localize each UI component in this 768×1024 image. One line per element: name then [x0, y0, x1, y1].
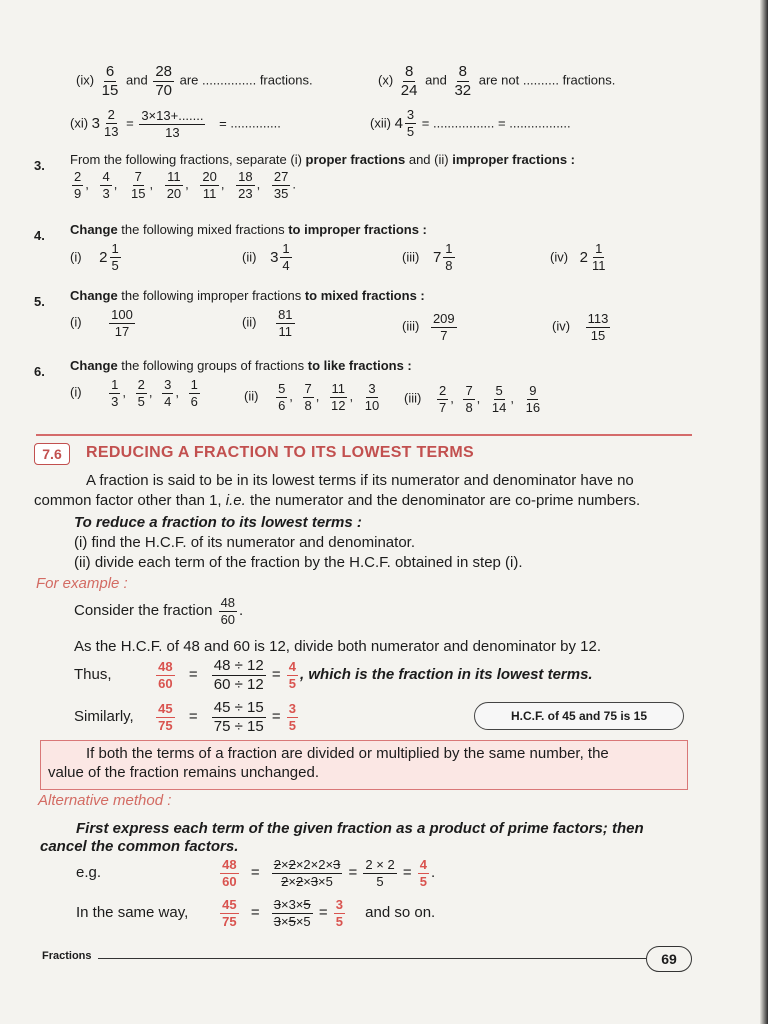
exercise-xii	[370, 108, 571, 138]
q5-item-iii: (iii) $\frac{209}{7}$	[402, 311, 455, 343]
exercise-xi	[70, 108, 281, 139]
footer-rule	[98, 958, 646, 959]
exercise-ix	[76, 64, 313, 99]
q4-item-iii: (iii) 7 $\frac{1}{8}$	[402, 241, 453, 273]
step-1: (i) find the H.C.F. of its numerator and denominator.	[74, 534, 415, 551]
fraction: $\frac{6}{15}$	[101, 63, 119, 99]
paragraph-line: A fraction is said to be in its lowest terms if its numerator and denominator have no	[86, 472, 634, 489]
fraction: $\frac{3\times 13+.......}{13}$	[141, 108, 204, 140]
item-label: (x)	[378, 72, 394, 88]
step-2: (ii) divide each term of the fraction by the H.C.F. obtained in step (i).	[74, 554, 523, 571]
question-6-text: Change the following groups of fractions to like fractions :	[70, 358, 412, 373]
same-way-line: In the same way, $\frac{45}{75}$ = $\frac{3\times 3\times 5}{3\times 5\times 5}$ = $\frac{3}{5}$ and so on.	[76, 897, 436, 929]
thus-line: Thus, $\frac{48}{60}$ = $\frac{48 \div 12}{60 \div 12}$ = $\frac{4}{5}$ , which is the fraction in its lowest terms.	[74, 657, 593, 693]
fraction: $\frac{8}{32}$	[454, 63, 472, 99]
section-divider	[36, 434, 692, 436]
fraction: $\frac{7}{15}$	[130, 169, 146, 201]
fraction: $\frac{20}{11}$	[202, 169, 217, 201]
q6-group-i: (i) $\frac{1}{3}$ , $\frac{2}{5}$ , $\frac{3}{4}$ , $\frac{1}{6}$	[70, 377, 198, 409]
equals: =	[421, 115, 430, 131]
question-3-fractions: $\frac{2}{9}$ , $\frac{4}{3}$ , $\frac{7}{15}$ , $\frac{11}{20}$ , $\frac{20}{11}$ , $\frac{18}{23}$ , $\frac{27}{35}$ .	[74, 169, 296, 201]
chapter-name: Fractions	[42, 950, 92, 962]
mixed-fraction: 4 $\frac{3}{5}$	[394, 107, 415, 139]
consider-line: Consider the fraction $\frac{48}{60}$ .	[74, 595, 244, 627]
similarly-line: Similarly, $\frac{45}{75}$ = $\frac{45 \div 15}{75 \div 15}$ = $\frac{3}{5}$	[74, 699, 297, 735]
question-3-text: From the following fractions, separate (i) proper fractions and (ii) improper fractions :	[70, 152, 575, 167]
q4-item-i: (i) 2 $\frac{1}{5}$	[70, 241, 119, 273]
fraction: $\frac{4}{3}$	[102, 169, 110, 201]
hcf-line: As the H.C.F. of 48 and 60 is 12, divide both numerator and denominator by 12.	[74, 638, 601, 655]
alt-line: First express each term of the given fraction as a product of prime factors; then	[76, 820, 644, 837]
q4-item-iv: (iv) 2 $\frac{1}{11}$	[550, 241, 606, 273]
page-number: 69	[646, 946, 692, 972]
note-line: value of the fraction remains unchanged.	[48, 764, 320, 781]
hcf-callout: H.C.F. of 45 and 75 is 15	[474, 702, 684, 730]
item-label: (xi)	[70, 115, 89, 131]
q6-group-iii: (iii) $\frac{2}{7}$ , $\frac{7}{8}$ , $\frac{5}{14}$ , $\frac{9}{16}$	[404, 383, 541, 415]
q5-item-ii: (ii) $\frac{81}{11}$	[242, 307, 293, 339]
equals: =	[498, 115, 506, 131]
and-text: and	[125, 72, 148, 88]
alternative-method-label: Alternative method :	[38, 792, 172, 809]
equals: =	[126, 115, 134, 131]
fraction: $\frac{8}{24}$	[400, 63, 418, 99]
howto-heading: To reduce a fraction to its lowest terms :	[74, 514, 362, 531]
paragraph-line: common factor other than 1, i.e. the numerator and the denominator are co-prime numbers.	[34, 492, 641, 509]
equals: =	[219, 115, 227, 131]
blank: ..............	[230, 115, 281, 131]
q6-group-ii: (ii) $\frac{5}{6}$ , $\frac{7}{8}$ , $\frac{11}{12}$ , $\frac{3}{10}$	[244, 381, 380, 413]
blank-text: are ............... fractions.	[179, 72, 313, 88]
alt-line: cancel the common factors.	[40, 838, 239, 855]
exercise-x	[378, 64, 615, 99]
question-number: 4.	[34, 228, 45, 243]
fraction: $\frac{11}{20}$	[166, 169, 182, 201]
question-5-text: Change the following improper fractions to mixed fractions :	[70, 288, 425, 303]
note-line: If both the terms of a fraction are divided or multiplied by the same number, the	[86, 745, 609, 762]
question-number: 6.	[34, 364, 45, 379]
fraction: $\frac{27}{35}$	[273, 169, 289, 201]
blank: .................	[432, 115, 495, 131]
fraction: $\frac{18}{23}$	[238, 169, 253, 201]
question-4-text: Change the following mixed fractions to improper fractions :	[70, 222, 427, 237]
for-example-label: For example :	[36, 575, 128, 592]
section-title: REDUCING A FRACTION TO ITS LOWEST TERMS	[86, 444, 474, 461]
q5-item-i: (i) $\frac{100}{17}$	[70, 307, 133, 339]
section-number: 7.6	[34, 443, 70, 465]
q4-item-ii: (ii) 3 $\frac{1}{4}$	[242, 241, 290, 273]
question-number: 5.	[34, 294, 45, 309]
and-text: and	[425, 72, 447, 88]
fraction: $\frac{2}{9}$	[74, 169, 82, 201]
item-label: (ix)	[76, 72, 95, 88]
q5-item-iv: (iv) $\frac{113}{15}$	[552, 311, 609, 343]
item-label: (xii)	[370, 115, 391, 131]
question-number: 3.	[34, 158, 45, 173]
eg-line: e.g. $\frac{48}{60}$ = $\frac{2\times 2\times 2\times 2\times 3}{2\times 2\times 3\times 5}$ = $\frac{2 \times 2}{5}$ = $\frac{4}{5}$ .	[76, 857, 436, 889]
fraction: $\frac{28}{70}$	[155, 63, 172, 99]
mixed-fraction: 3 $\frac{2}{13}$	[91, 107, 119, 139]
blank-text: are not .......... fractions.	[478, 72, 616, 88]
blank: .................	[509, 115, 571, 131]
